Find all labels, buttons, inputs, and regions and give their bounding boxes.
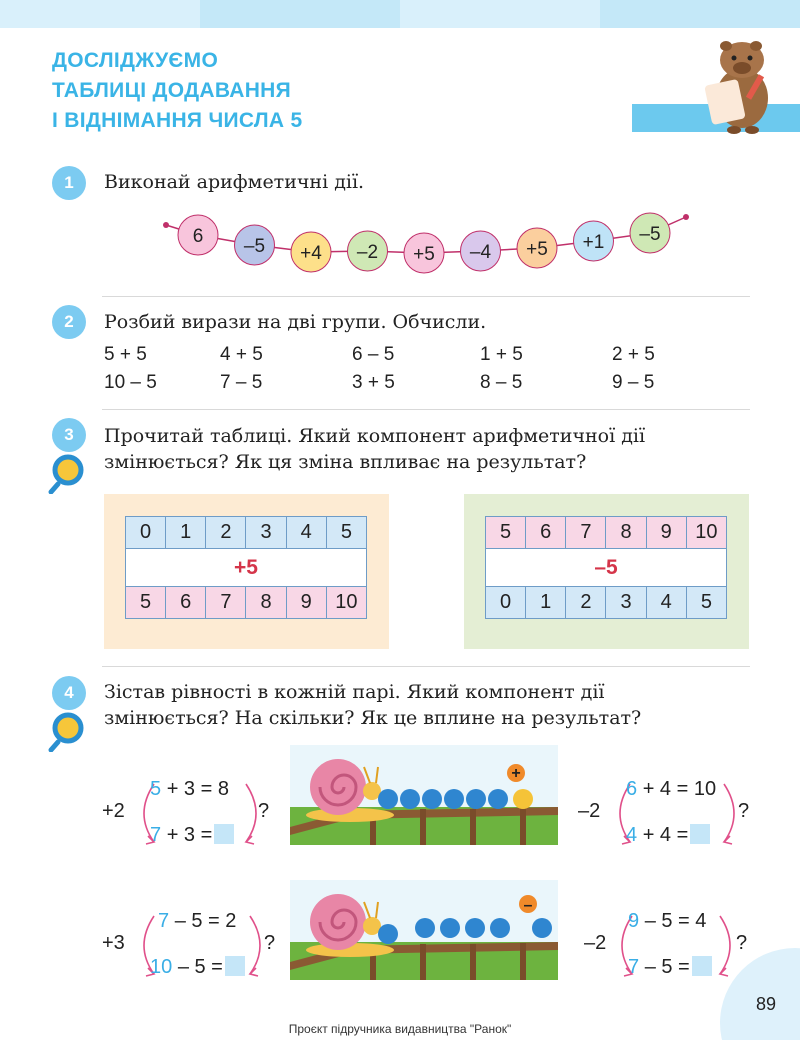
bead-label: –2 <box>356 242 379 263</box>
magnifier-icon <box>48 452 84 494</box>
subtraction-table-panel <box>464 494 749 649</box>
expression: 9 – 5 <box>612 372 655 393</box>
table-cell: 3 <box>606 587 646 619</box>
top-band-segment <box>0 0 200 28</box>
operation-label: –5 <box>486 549 727 587</box>
table-cell: 1 <box>526 587 566 619</box>
expression: 7 – 5 <box>220 372 263 393</box>
equation <box>628 956 712 979</box>
right-arc-arrow-icon <box>242 910 282 982</box>
task-1-number: 1 <box>52 166 86 200</box>
answer-box[interactable] <box>214 824 234 844</box>
addition-table <box>125 516 367 619</box>
top-band-segment <box>400 0 600 28</box>
top-band-segment <box>600 0 800 28</box>
table-cell: 7 <box>206 587 246 619</box>
equation-rest: + 4 = <box>642 824 689 846</box>
expression: 3 + 5 <box>352 372 395 393</box>
question-mark: ? <box>736 932 748 954</box>
snail-beads-scene-2 <box>290 880 558 980</box>
bead-label: –5 <box>243 236 266 257</box>
task-3-text-line-1: Прочитай таблиці. Який компонент арифметичної дії <box>104 425 646 447</box>
task-4-text-line-1: Зістав рівності в кожній парі. Який компонент дії <box>104 681 605 703</box>
equation-rest: – 5 = 2 <box>174 910 237 932</box>
table-cell: 2 <box>206 517 246 549</box>
subtraction-table <box>485 516 727 619</box>
equation-rest: – 5 = <box>644 956 690 978</box>
answer-box[interactable] <box>692 956 712 976</box>
changed-component: 7 <box>628 956 640 978</box>
equation <box>626 824 710 847</box>
equation-rest: – 5 = <box>177 956 223 978</box>
magnifier-icon <box>48 710 84 752</box>
equation <box>158 910 236 933</box>
bead-label: +5 <box>413 244 435 265</box>
changed-component: 5 <box>150 778 162 800</box>
equation <box>628 910 706 933</box>
table-cell: 3 <box>246 517 286 549</box>
table-cell: 8 <box>606 517 646 549</box>
expression: 8 – 5 <box>480 372 523 393</box>
task-2-text: Розбий вирази на дві групи. Обчисли. <box>104 311 487 333</box>
equation <box>150 778 229 801</box>
bead-label: –4 <box>469 242 492 263</box>
operation-label: +5 <box>126 549 367 587</box>
table-cell: 0 <box>126 517 166 549</box>
footer-text: Проєкт підручника видавництва "Ранок" <box>288 1022 512 1036</box>
changed-component: 7 <box>158 910 170 932</box>
question-mark: ? <box>264 932 276 954</box>
table-cell: 9 <box>286 587 326 619</box>
bead-label: +5 <box>526 239 548 260</box>
question-mark: ? <box>738 800 750 822</box>
equation-rest: + 3 = <box>166 824 213 846</box>
table-cell: 10 <box>686 517 726 549</box>
task-4-text-line-2: змінюється? На скільки? Як це вплине на результат? <box>104 707 642 729</box>
page-title <box>52 46 452 136</box>
change-label: +3 <box>102 932 125 954</box>
expression: 2 + 5 <box>612 344 655 365</box>
equation-rest: + 4 = 10 <box>642 778 717 800</box>
page-number: 89 <box>756 994 777 1014</box>
changed-component: 7 <box>150 824 162 846</box>
string-end-dot <box>683 214 689 220</box>
table-cell: 2 <box>566 587 606 619</box>
capybara-mascot-icon <box>690 30 790 135</box>
separator <box>102 666 750 667</box>
table-cell: 5 <box>326 517 366 549</box>
table-cell: 5 <box>486 517 526 549</box>
bead-label: +4 <box>300 243 322 264</box>
table-cell: 4 <box>646 587 686 619</box>
changed-component: 9 <box>628 910 640 932</box>
equation-rest: + 3 = 8 <box>166 778 229 800</box>
separator <box>102 296 750 297</box>
top-band <box>0 0 800 28</box>
table-cell: 10 <box>326 587 366 619</box>
right-arc-arrow-icon <box>716 778 756 850</box>
expression: 5 + 5 <box>104 344 147 365</box>
task-4-number: 4 <box>52 676 86 710</box>
separator <box>102 409 750 410</box>
changed-component: 10 <box>150 956 173 978</box>
answer-box[interactable] <box>690 824 710 844</box>
bead-label: –5 <box>639 224 661 245</box>
table-cell: 7 <box>566 517 606 549</box>
table-cell: 0 <box>486 587 526 619</box>
string-end-dot <box>163 222 169 228</box>
plus-sign: + <box>511 765 521 782</box>
task-1-text: Виконай арифметичні дії. <box>104 171 365 193</box>
table-cell: 5 <box>126 587 166 619</box>
title-line-3: І ВІДНІМАННЯ ЧИСЛА 5 <box>52 109 303 132</box>
bead-label: 6 <box>192 226 204 247</box>
bead-chain <box>160 205 700 275</box>
title-line-2: ТАБЛИЦІ ДОДАВАННЯ <box>52 79 292 102</box>
expression: 1 + 5 <box>480 344 523 365</box>
changed-component: 4 <box>626 824 638 846</box>
task-3-text-line-2: змінюється? Як ця зміна впливає на результат? <box>104 451 587 473</box>
equation-rest: – 5 = 4 <box>644 910 707 932</box>
change-label: –2 <box>578 800 601 822</box>
table-cell: 8 <box>246 587 286 619</box>
table-cell: 6 <box>166 587 206 619</box>
title-line-1: ДОСЛІДЖУЄМО <box>52 49 219 72</box>
expression: 6 – 5 <box>352 344 395 365</box>
equation <box>150 956 245 979</box>
expression: 10 – 5 <box>104 372 157 393</box>
expression: 4 + 5 <box>220 344 263 365</box>
top-band-segment <box>200 0 400 28</box>
addition-table-panel <box>104 494 389 649</box>
equation <box>626 778 716 801</box>
bead-label: +1 <box>582 232 605 253</box>
equation <box>150 824 234 847</box>
change-label: +2 <box>102 800 125 822</box>
table-cell: 5 <box>686 587 726 619</box>
task-2-number: 2 <box>52 305 86 339</box>
minus-sign: – <box>523 897 533 914</box>
table-cell: 6 <box>526 517 566 549</box>
table-cell: 1 <box>166 517 206 549</box>
table-cell: 4 <box>286 517 326 549</box>
change-label: –2 <box>584 932 607 954</box>
changed-component: 6 <box>626 778 638 800</box>
task-3-number: 3 <box>52 418 86 452</box>
question-mark: ? <box>258 800 270 822</box>
snail-beads-scene-1 <box>290 745 558 845</box>
table-cell: 9 <box>646 517 686 549</box>
